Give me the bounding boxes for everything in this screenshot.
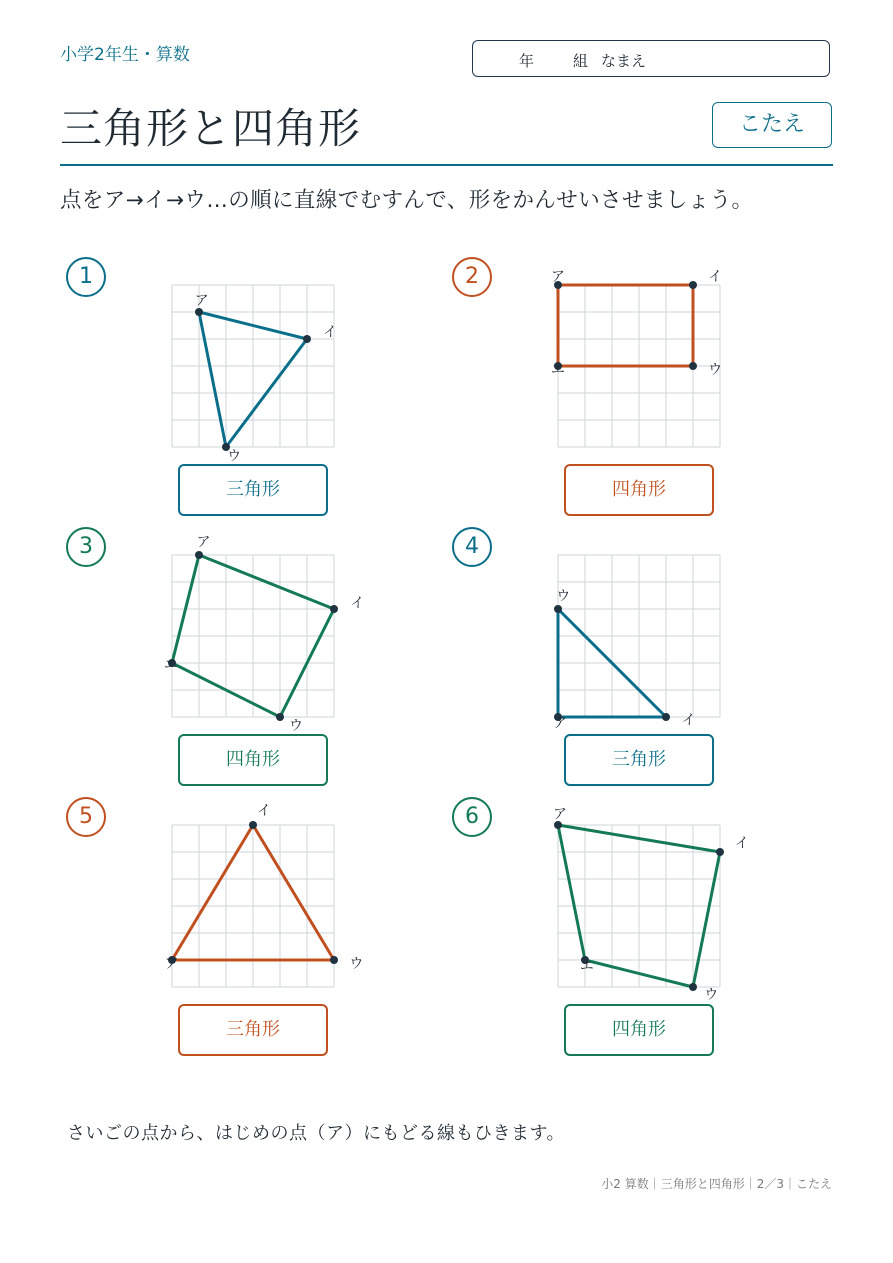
problem-1-answer: 三角形: [178, 464, 328, 516]
problem-5-number: 5: [66, 797, 106, 837]
vertex-label: ア: [552, 806, 567, 823]
problem-1-grid: [172, 285, 337, 465]
vertex-dot: [689, 983, 697, 991]
shape-outline: [558, 285, 693, 366]
problem-2-grid: [550, 268, 723, 447]
vertex-label: ア: [550, 268, 565, 285]
class-label: 組: [573, 52, 589, 70]
vertex-label: ア: [196, 534, 211, 551]
problem-4-grid: [552, 555, 720, 732]
page-footer: 小2 算数｜三角形と四角形｜2／3｜こたえ: [601, 1177, 832, 1191]
problem-3-grid: [163, 534, 365, 735]
vertex-label: ウ: [708, 362, 723, 379]
vertex-label: イ: [257, 803, 271, 819]
vertex-dot: [662, 713, 670, 721]
vertex-label: イ: [708, 268, 723, 285]
vertex-dot: [303, 335, 311, 343]
vertex-dot: [195, 551, 203, 559]
grid-lines: [172, 825, 334, 987]
vertex-dot: [716, 848, 724, 856]
vertex-dot: [554, 605, 562, 613]
instruction-text: 点をア→イ→ウ…の順に直線でむすんで、形をかんせいさせましょう。: [60, 188, 754, 213]
vertex-label: イ: [350, 595, 365, 612]
vertex-dot: [249, 821, 257, 829]
vertex-label: ア: [194, 292, 209, 309]
vertex-dot: [689, 362, 697, 370]
problem-6-number: 6: [452, 797, 492, 837]
vertex-label: イ: [322, 324, 337, 341]
answer-badge: こたえ: [712, 102, 832, 148]
vertex-dot: [330, 956, 338, 964]
vertex-label: エ: [579, 958, 594, 975]
problem-4-answer: 三角形: [564, 734, 714, 786]
vertex-label: ア: [552, 715, 567, 732]
name-label: なまえ: [601, 52, 647, 70]
problem-1-number: 1: [66, 257, 106, 297]
problem-6-grid: [552, 806, 749, 1003]
year-label: 年: [519, 52, 535, 70]
grid-lines: [172, 555, 334, 717]
page-title: 三角形と四角形: [60, 104, 362, 153]
vertex-label: エ: [550, 362, 565, 379]
vertex-label: ウ: [289, 718, 303, 735]
problem-6-answer: 四角形: [564, 1004, 714, 1056]
vertex-label: ウ: [556, 588, 571, 605]
note-text: さいごの点から、はじめの点（ア）にもどる線もひきます。: [67, 1123, 566, 1144]
problem-2-number: 2: [452, 257, 492, 297]
grade-label: 小学2年生・算数: [60, 45, 190, 65]
name-field[interactable]: [472, 40, 830, 77]
vertex-dot: [276, 713, 284, 721]
vertex-dot: [330, 605, 338, 613]
problem-5-answer: 三角形: [178, 1004, 328, 1056]
vertex-dot: [689, 281, 697, 289]
grid-lines: [558, 555, 720, 717]
vertex-label: ア: [164, 955, 179, 972]
vertex-label: ウ: [349, 955, 364, 972]
vertex-label: ウ: [704, 986, 719, 1003]
vertex-label: ウ: [227, 448, 242, 465]
problem-3-answer: 四角形: [178, 734, 328, 786]
title-divider: [60, 164, 833, 166]
problem-5-grid: [164, 803, 364, 987]
problem-2-answer: 四角形: [564, 464, 714, 516]
vertex-label: イ: [734, 835, 749, 852]
problem-4-number: 4: [452, 527, 492, 567]
vertex-label: イ: [681, 712, 696, 729]
vertex-dot: [195, 308, 203, 316]
problem-3-number: 3: [66, 527, 106, 567]
vertex-label: エ: [163, 657, 178, 674]
